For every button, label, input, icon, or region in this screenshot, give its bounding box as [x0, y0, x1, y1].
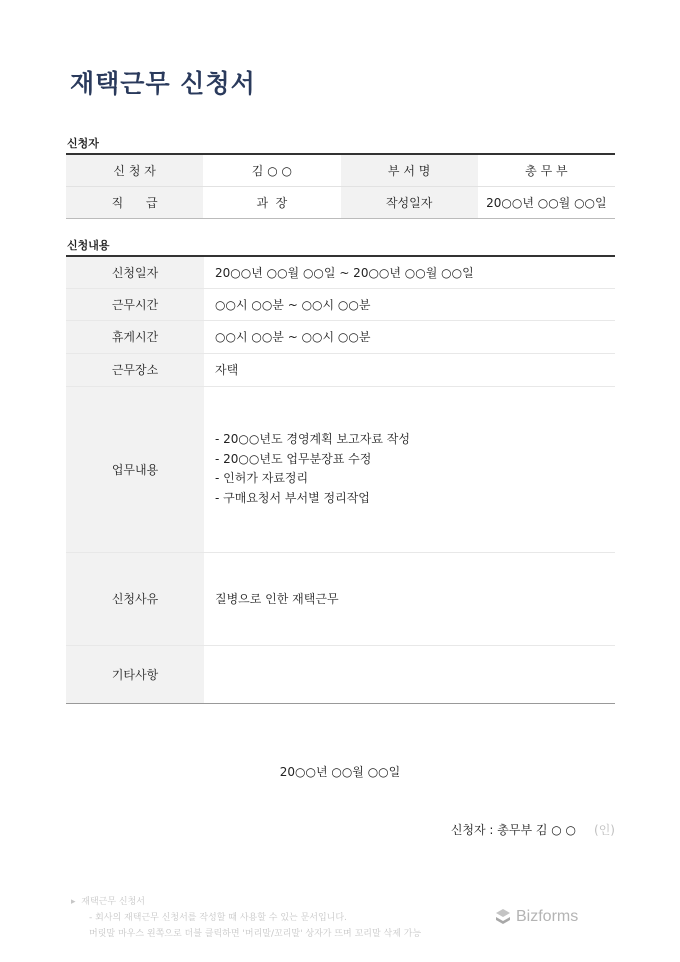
work-time-value: ○○시 ○○분 ~ ○○시 ○○분 [204, 288, 615, 320]
bizforms-logo-text: Bizforms [516, 908, 579, 925]
applicant-name-label: 신 청 자 [66, 154, 203, 187]
bizforms-logo-icon [494, 908, 512, 926]
request-date-value: 20○○년 ○○월 ○○일 ~ 20○○년 ○○월 ○○일 [204, 256, 615, 288]
applicant-signature-text: 신청자 : 총무부 김 ○ ○ [450, 823, 577, 837]
tasks-value [204, 386, 615, 552]
table-row [66, 154, 615, 187]
position-value: 과 장 [256, 196, 288, 210]
table-row [66, 320, 615, 353]
work-place-value: 자택 [204, 353, 615, 386]
written-date-label: 작성일자 [341, 187, 478, 219]
reason-label: 신청사유 [66, 552, 204, 645]
work-time-label: 근무시간 [66, 288, 204, 320]
table-row [66, 386, 615, 552]
table-row [66, 552, 615, 645]
etc-label: 기타사항 [66, 645, 204, 703]
content-section-label: 신청내용 [67, 239, 110, 252]
written-date-value: 20○○년 ○○월 ○○일 [486, 196, 607, 210]
list-item: - 20○○년도 업무분장표 수정 [215, 450, 615, 470]
applicant-section-label: 신청자 [67, 137, 99, 150]
break-time-label: 휴게시간 [66, 320, 204, 353]
list-item: - 인허가 자료정리 [215, 469, 615, 489]
table-row [66, 288, 615, 320]
list-item: - 20○○년도 경영계획 보고자료 작성 [215, 430, 615, 450]
reason-value: 질병으로 인한 재택근무 [204, 552, 615, 645]
position-label: 직 급 [66, 187, 203, 219]
list-item: - 구매요청서 부서별 정리작업 [215, 489, 615, 509]
department-label: 부 서 명 [341, 154, 478, 187]
applicant-name-value: 김 ○ ○ [203, 154, 340, 187]
applicant-info-table [66, 153, 615, 219]
table-row [66, 353, 615, 386]
request-date-label: 신청일자 [66, 256, 204, 288]
table-row [66, 187, 615, 219]
footnote-title [71, 894, 421, 910]
tasks-label: 업무내용 [66, 386, 204, 552]
seal-mark: (인) [594, 823, 615, 837]
document-title: 재택근무 신청서 [70, 69, 256, 98]
applicant-signature [451, 821, 615, 838]
table-row [66, 645, 615, 703]
bizforms-logo [494, 908, 578, 926]
department-value: 총 무 부 [478, 154, 615, 187]
footnote-line-1: - 회사의 재택근무 신청서를 작성할 때 사용할 수 있는 문서입니다. [89, 913, 347, 923]
work-place-label: 근무장소 [66, 353, 204, 386]
table-row [66, 256, 615, 288]
bullet-icon: ▸ [71, 897, 76, 907]
request-content-table [66, 255, 615, 704]
signature-date: 20○○년 ○○월 ○○일 [279, 765, 401, 779]
tasks-list [215, 430, 615, 508]
footnote-line-2: 머릿말 마우스 왼쪽으로 더블 클릭하면 '머리말/꼬리말' 상자가 뜨며 꼬리말 삭제 가능 [89, 929, 422, 939]
etc-value [204, 645, 615, 703]
break-time-value: ○○시 ○○분 ~ ○○시 ○○분 [204, 320, 615, 353]
footnote [71, 894, 421, 942]
footnote-title-text: 재택근무 신청서 [81, 897, 145, 907]
